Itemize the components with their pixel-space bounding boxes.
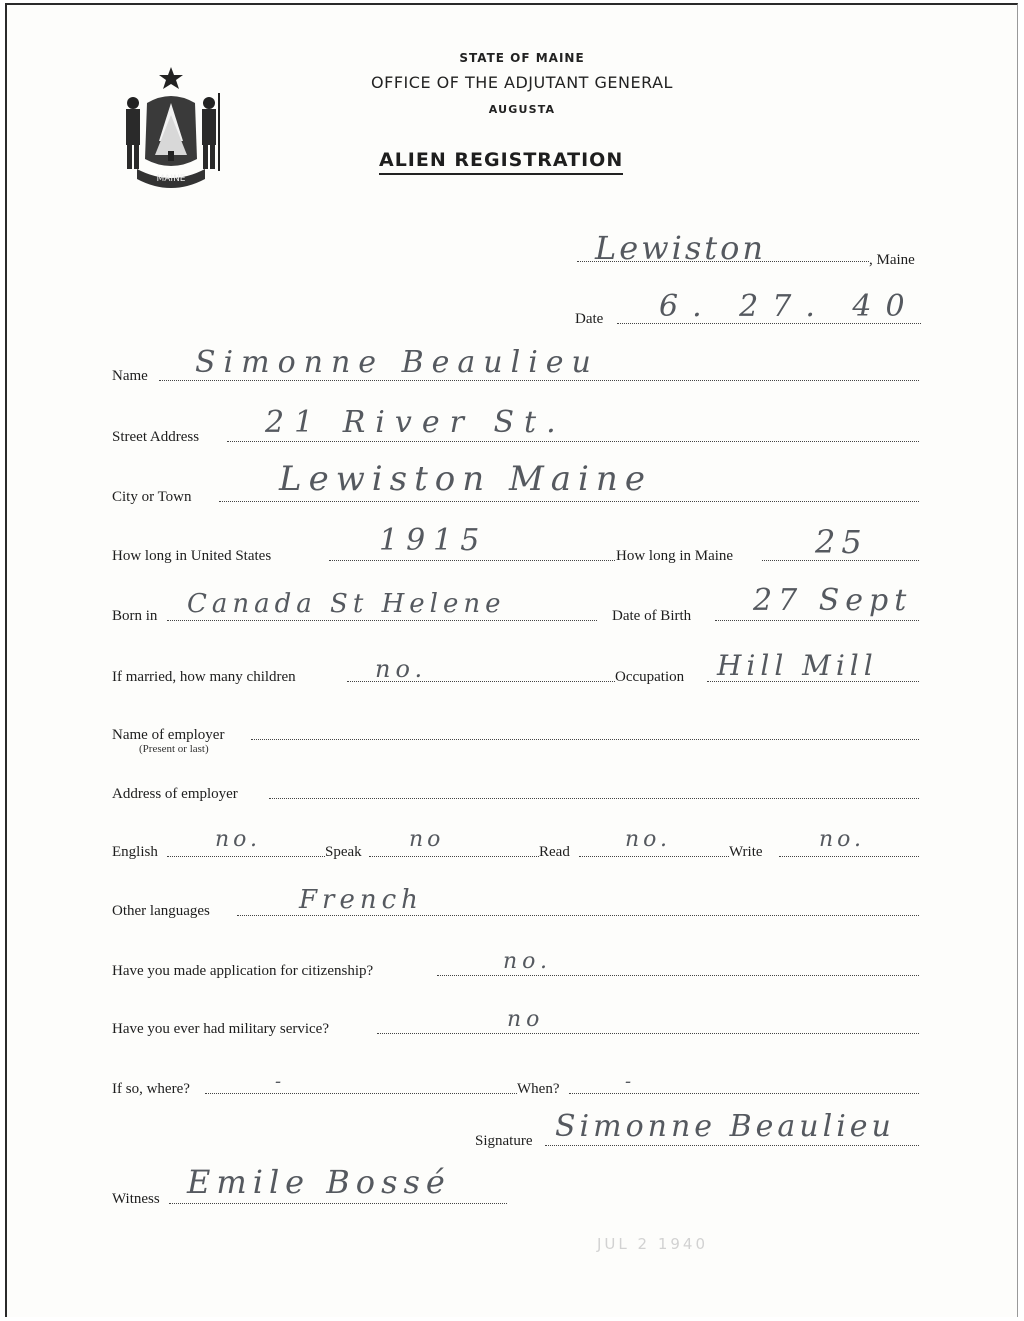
speak-label: Speak [325, 844, 362, 860]
us-duration-value[interactable]: 1915 [379, 523, 488, 558]
employer-address-line[interactable] [269, 798, 919, 799]
name-line [159, 380, 919, 381]
street-label: Street Address [112, 429, 200, 445]
header-city: AUGUSTA [488, 103, 556, 116]
dob-value[interactable]: 27 Sept [753, 583, 913, 618]
witness-line [169, 1203, 507, 1204]
date-label: Date [575, 311, 604, 327]
state-seal-icon [117, 63, 225, 189]
header-state: STATE OF MAINE [459, 51, 585, 65]
seal-banner-text: MAINE [156, 174, 186, 184]
where-label: If so, where? [112, 1081, 190, 1097]
where-value[interactable]: - [275, 1071, 285, 1092]
english-label: English [112, 844, 158, 860]
signature-value[interactable]: Simonne Beaulieu [555, 1109, 895, 1144]
occupation-value[interactable]: Hill Mill [717, 649, 878, 682]
witness-label: Witness [112, 1191, 160, 1207]
us-duration-label: How long in United States [112, 548, 272, 564]
registration-form [5, 3, 1018, 1317]
maine-duration-value[interactable]: 25 [815, 523, 868, 561]
employer-label: Name of employer [112, 727, 225, 743]
street-value[interactable]: 21 River St. [265, 405, 566, 440]
english-value[interactable]: no. [215, 827, 262, 852]
location-label: , Maine [869, 252, 915, 268]
citizenship-value[interactable]: no. [503, 949, 553, 974]
employer-line[interactable] [251, 739, 919, 740]
name-label: Name [112, 368, 148, 384]
signature-line [545, 1145, 919, 1146]
employer-address-label: Address of employer [112, 786, 238, 802]
city-label: City or Town [112, 489, 192, 505]
when-line [569, 1093, 919, 1094]
witness-value[interactable]: Emile Bossé [187, 1163, 451, 1201]
military-label: Have you ever had military service? [112, 1021, 329, 1037]
read-label: Read [539, 844, 570, 860]
born-label: Born in [112, 608, 158, 624]
employer-sublabel: (Present or last) [139, 743, 209, 755]
write-label: Write [729, 844, 763, 860]
other-languages-value[interactable]: French [299, 885, 423, 915]
dob-label: Date of Birth [612, 608, 692, 624]
us-duration-line [329, 560, 615, 561]
form-title: ALIEN REGISTRATION [379, 149, 623, 175]
military-value[interactable]: no [507, 1007, 545, 1032]
write-value[interactable]: no. [819, 827, 866, 852]
read-line [579, 856, 729, 857]
city-line [219, 501, 919, 502]
street-line [227, 441, 919, 442]
children-label: If married, how many children [112, 669, 296, 685]
header-office: OFFICE OF THE ADJUTANT GENERAL [371, 73, 673, 92]
speak-line [369, 856, 539, 857]
maine-duration-label: How long in Maine [616, 548, 734, 564]
occupation-label: Occupation [615, 669, 685, 685]
citizenship-label: Have you made application for citizenship? [112, 963, 374, 979]
children-value[interactable]: no. [375, 655, 428, 683]
city-value[interactable]: Lewiston Maine [279, 459, 652, 499]
name-value[interactable]: Simonne Beaulieu [195, 345, 599, 380]
other-languages-line [237, 915, 919, 916]
born-value[interactable]: Canada St Helene [187, 589, 506, 619]
when-value[interactable]: - [625, 1071, 635, 1092]
read-value[interactable]: no. [625, 827, 672, 852]
where-line [205, 1093, 517, 1094]
received-stamp: JUL 2 1940 [597, 1235, 709, 1253]
signature-label: Signature [475, 1133, 533, 1149]
born-line [167, 620, 597, 621]
date-value[interactable]: 6. 27. 40 [659, 289, 919, 324]
dob-line [715, 620, 919, 621]
speak-value[interactable]: no [409, 827, 445, 852]
citizenship-line [437, 975, 919, 976]
when-label: When? [517, 1081, 560, 1097]
write-line [779, 856, 919, 857]
location-value[interactable]: Lewiston [595, 229, 766, 267]
english-line [167, 856, 325, 857]
military-line [377, 1033, 919, 1034]
other-languages-label: Other languages [112, 903, 210, 919]
